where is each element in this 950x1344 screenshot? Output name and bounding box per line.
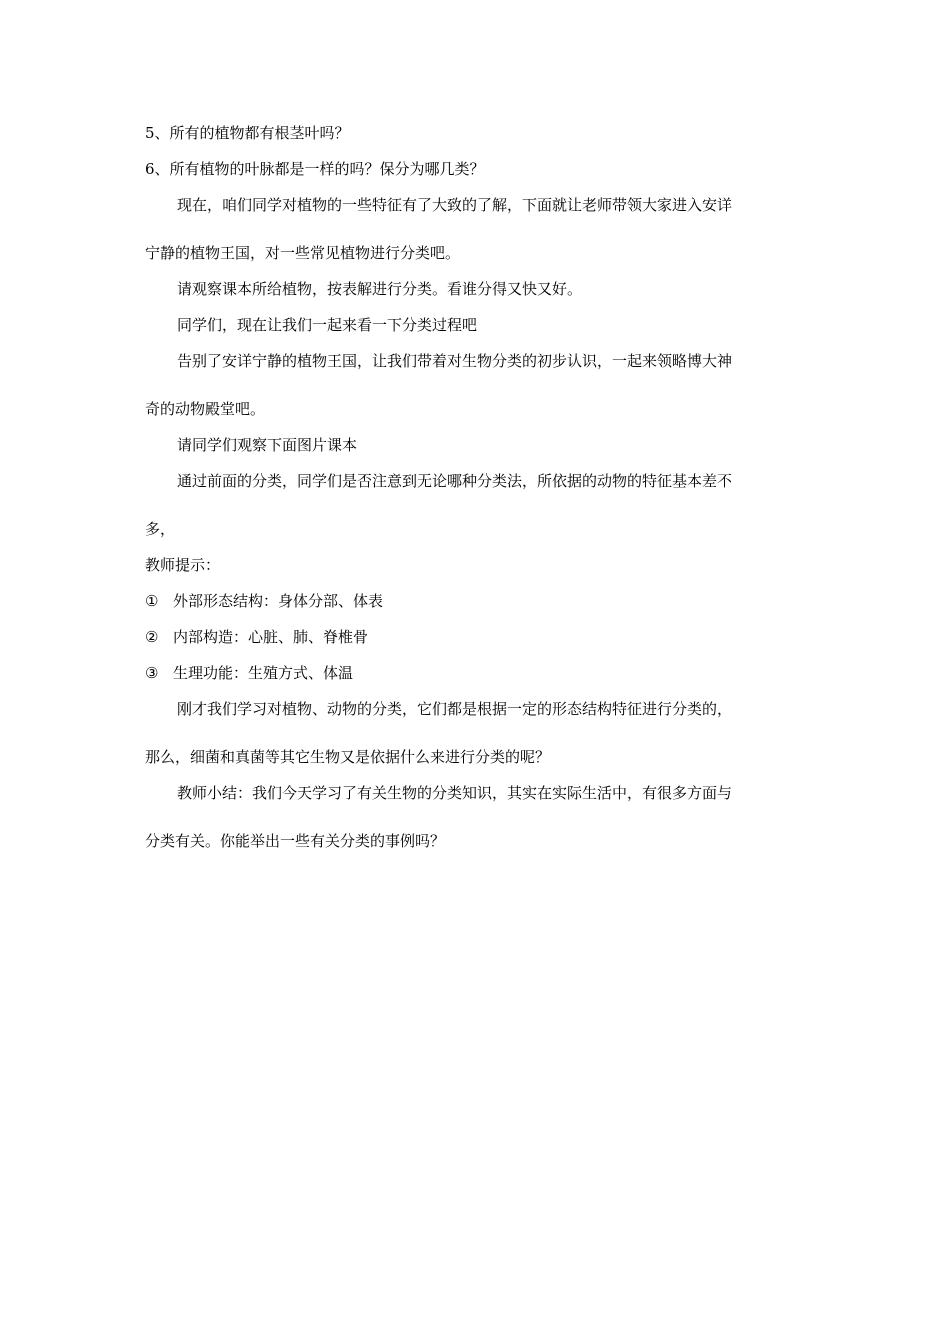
hint-item-2 (145, 628, 810, 646)
hint-text: 内部构造：心脏、肺、脊椎骨 (173, 628, 369, 646)
document-body (145, 124, 810, 850)
paragraph-7-line-1: 刚才我们学习对植物、动物的分类，它们都是根据一定的形态结构特征进行分类的， (177, 700, 733, 718)
paragraph-5: 请同学们观察下面图片课本 (177, 436, 358, 454)
hint-number: ① (145, 592, 159, 610)
hint-item-3 (145, 664, 810, 682)
paragraph-1-line-1: 现在，咱们同学对植物的一些特征有了大致的了解，下面就让老师带领大家进入安详 (177, 196, 733, 214)
paragraph-3: 同学们，现在让我们一起来看一下分类过程吧 (177, 316, 478, 334)
paragraph-8-line-2: 分类有关。你能举出一些有关分类的事例吗？ (145, 832, 446, 850)
hint-item-1 (145, 592, 810, 610)
paragraph-4-line-2: 奇的动物殿堂吧。 (145, 400, 266, 418)
hint-number: ③ (145, 664, 159, 682)
paragraph-8-line-1: 教师小结：我们今天学习了有关生物的分类知识，其实在实际生活中，有很多方面与 (177, 784, 733, 802)
paragraph-7-line-2: 那么，细菌和真菌等其它生物又是依据什么来进行分类的呢？ (145, 748, 551, 766)
paragraph-4-line-1: 告别了安详宁静的植物王国，让我们带着对生物分类的初步认识，一起来领略博大神 (177, 352, 733, 370)
paragraph-1-line-2: 宁静的植物王国，对一些常见植物进行分类吧。 (145, 244, 461, 262)
teacher-hint-title: 教师提示： (145, 556, 221, 574)
hint-text: 生理功能：生殖方式、体温 (173, 664, 354, 682)
hint-text: 外部形态结构：身体分部、体表 (173, 592, 384, 610)
paragraph-2: 请观察课本所给植物，按表解进行分类。看谁分得又快又好。 (177, 280, 583, 298)
paragraph-6-line-1: 通过前面的分类，同学们是否注意到无论哪种分类法，所依据的动物的特征基本差不 (177, 472, 733, 490)
hint-number: ② (145, 628, 159, 646)
question-6: 6、所有植物的叶脉都是一样的吗？保分为哪几类？ (145, 160, 485, 178)
question-5: 5、所有的植物都有根茎叶吗？ (145, 124, 350, 142)
paragraph-6-line-2: 多， (145, 520, 176, 538)
